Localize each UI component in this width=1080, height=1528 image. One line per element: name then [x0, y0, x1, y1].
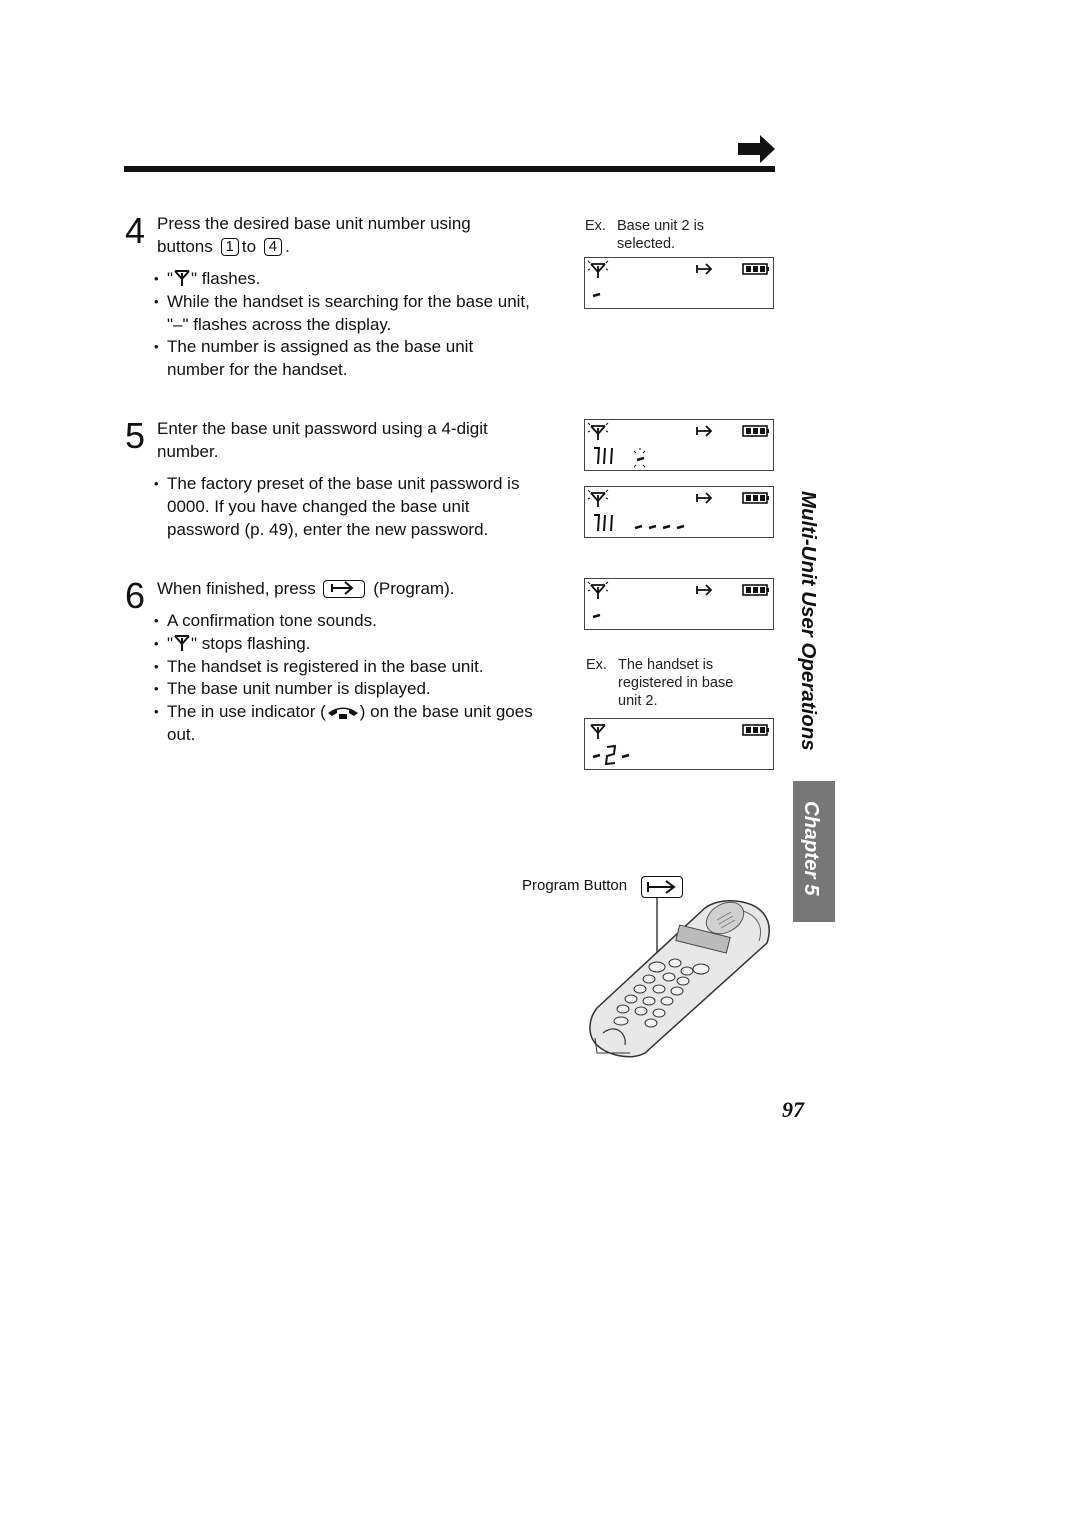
program-arrow-icon: [697, 585, 711, 595]
base-unit-number-display: [593, 746, 629, 764]
list-item: • While the handset is searching for the base unit, "–" flashes across the display.: [154, 291, 534, 337]
lcd-display-1: [584, 257, 774, 309]
program-arrow-icon: [697, 493, 711, 503]
program-arrow-icon: [323, 580, 365, 598]
digits-11: [594, 515, 612, 531]
battery-icon: [743, 725, 769, 735]
battery-icon: [743, 585, 769, 595]
step-4-bullets: [154, 268, 534, 382]
list-item: • The factory preset of the base unit password is 0000. If you have changed the base unit password (p. 49), enter the new password.: [154, 473, 534, 541]
antenna-icon: [591, 725, 605, 739]
handset-illustration: [585, 893, 775, 1058]
key-4: 4: [264, 238, 282, 256]
chapter-label: Chapter 5: [800, 801, 823, 896]
chapter-tab: [793, 781, 835, 922]
step-4-line-2: [157, 235, 537, 258]
side-title: Multi-Unit User Operations: [797, 491, 820, 751]
bullet-in-use-before: The in use indicator (: [167, 702, 326, 722]
four-dashes: [635, 526, 684, 528]
program-button-label: [522, 877, 627, 894]
step-5-number: 5: [125, 415, 146, 456]
step-4-buttons-word: buttons: [157, 237, 213, 256]
step-6-text-after: (Program).: [373, 579, 455, 598]
antenna-icon: [173, 269, 191, 287]
caption-ex-label: Ex.: [586, 657, 607, 673]
lcd-display-3: [584, 486, 774, 538]
flashing-dash: [634, 448, 645, 467]
step-6-bullets: [154, 610, 534, 747]
digits-11: [594, 448, 612, 464]
bullet-quote-open: ": [167, 269, 174, 288]
header-rule: [124, 166, 775, 172]
step-6-text-before: When finished, press: [157, 579, 316, 598]
battery-icon: [743, 264, 769, 274]
battery-icon: [743, 426, 769, 436]
step-4-number: 4: [125, 210, 146, 251]
step-4-line-1: Press the desired base unit number using: [157, 214, 471, 233]
battery-icon: [743, 493, 769, 503]
caption-ex-label: Ex.: [585, 218, 606, 234]
lcd-display-2: [584, 419, 774, 471]
next-page-arrow-icon: [738, 134, 776, 164]
list-item: • The number is assigned as the base unit number for the handset.: [154, 336, 534, 382]
step-6-text: [157, 577, 537, 600]
antenna-icon: [588, 490, 608, 507]
list-item: [154, 701, 534, 747]
in-use-phone-icon: [326, 704, 360, 720]
antenna-icon: [588, 423, 608, 440]
program-button-text: Program Button: [522, 877, 628, 894]
list-item: • The handset is registered in the base unit.: [154, 656, 534, 679]
list-item: [154, 633, 534, 656]
bullet-stops-text: " stops flashing.: [191, 633, 311, 653]
bullet-quote-open: ": [167, 633, 174, 653]
lcd-display-5: [584, 718, 774, 770]
bullet-in-use-after: ) on the base unit goes out.: [167, 702, 533, 744]
key-1: 1: [221, 238, 239, 256]
step-4-period: .: [285, 237, 290, 256]
caption-base-selected: [585, 217, 755, 253]
bullet-flashes-text: " flashes.: [191, 269, 261, 288]
step-4-to-word: to: [241, 237, 257, 256]
step-5-bullets: [154, 473, 534, 541]
antenna-icon: [588, 261, 608, 278]
lcd-display-4: [584, 578, 774, 630]
list-item: • A confirmation tone sounds.: [154, 610, 534, 633]
caption-registered: [586, 656, 758, 710]
antenna-icon: [588, 582, 608, 599]
page-number: 97: [782, 1097, 804, 1122]
list-item: • The base unit number is displayed.: [154, 678, 534, 701]
program-arrow-icon: [697, 426, 711, 436]
caption-text: Base unit 2 is selected.: [617, 218, 705, 252]
caption-text: The handset is registered in base unit 2.: [618, 657, 734, 709]
program-arrow-icon: [697, 264, 711, 274]
step-6-number: 6: [125, 575, 146, 616]
step-5-text: Enter the base unit password using a 4-digit number.: [157, 419, 488, 461]
antenna-icon: [173, 634, 191, 652]
step-4-text: [157, 212, 537, 258]
list-item: [154, 268, 534, 291]
